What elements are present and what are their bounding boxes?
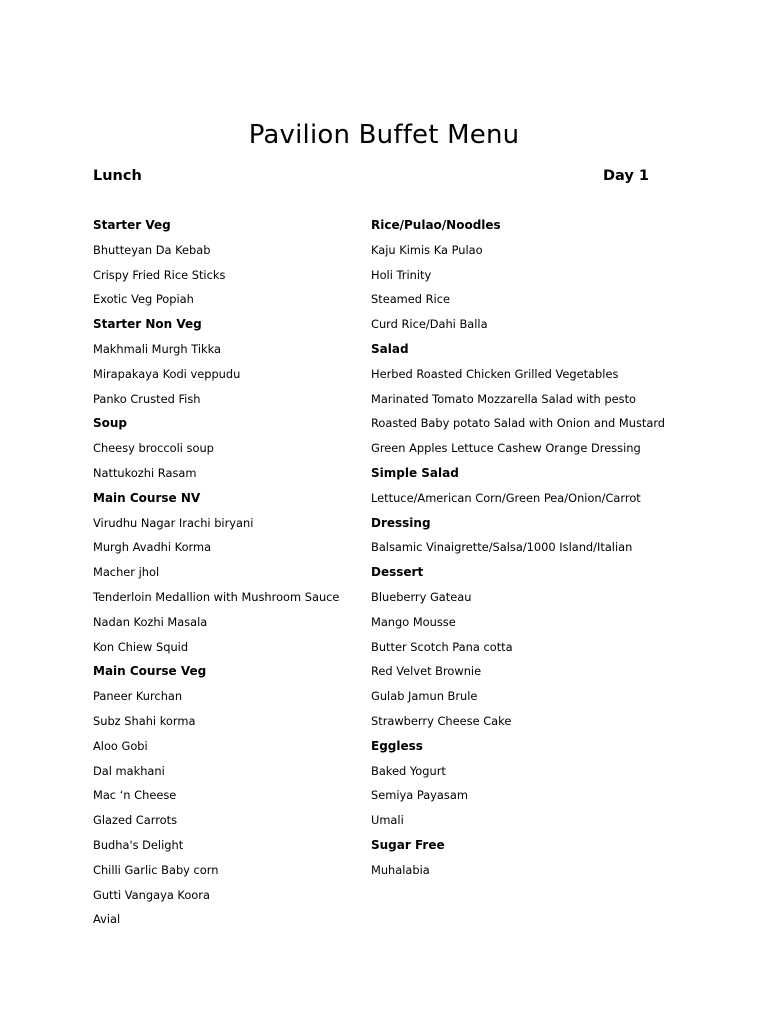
menu-item: Gulab Jamun Brule: [371, 689, 478, 704]
section-heading: Dressing: [371, 515, 431, 530]
menu-item: Panko Crusted Fish: [93, 391, 201, 406]
menu-item: Budha's Delight: [93, 837, 184, 852]
section-heading: Soup: [93, 416, 128, 431]
menu-item: Butter Scotch Pana cotta: [371, 639, 513, 654]
menu-item: Roasted Baby potato Salad with Onion and Mustard: [371, 416, 666, 431]
menu-item: Holi Trinity: [371, 267, 432, 282]
section-heading: Salad: [371, 341, 409, 356]
section-heading: Starter Veg: [93, 218, 171, 232]
menu-item: Semiya Payasam: [371, 788, 468, 803]
menu-item: Baked Yogurt: [371, 763, 446, 778]
menu-item: Curd Rice/Dahi Balla: [371, 317, 488, 332]
menu-item: Lettuce/American Corn/Green Pea/Onion/Carrot: [371, 490, 641, 505]
menu-item: Bhutteyan Da Kebab: [93, 242, 211, 257]
menu-item: Mango Mousse: [371, 614, 456, 629]
page-title: Pavilion Buffet Menu: [248, 120, 520, 150]
menu-item: Umali: [371, 813, 404, 828]
menu-item: Exotic Veg Popiah: [93, 292, 194, 307]
menu-item: Steamed Rice: [371, 292, 450, 307]
meal-label: Lunch: [93, 168, 142, 184]
menu-item: Macher jhol: [93, 565, 160, 580]
menu-item: Marinated Tomato Mozzarella Salad with pesto: [371, 391, 637, 406]
day-label: Day 1: [603, 168, 649, 184]
menu-item: Makhmali Murgh Tikka: [93, 341, 221, 356]
section-heading: Dessert: [371, 565, 424, 580]
menu-item: Blueberry Gateau: [371, 589, 472, 604]
menu-item: Mac ‘n Cheese: [93, 788, 177, 803]
menu-item: Crispy Fried Rice Sticks: [93, 267, 226, 282]
menu-item: Strawberry Cheese Cake: [371, 713, 512, 728]
menu-item: Avial: [93, 912, 121, 927]
section-heading: Rice/Pulao/Noodles: [371, 218, 501, 232]
menu-item: Nadan Kozhi Masala: [93, 614, 208, 629]
menu-item: Glazed Carrots: [93, 813, 178, 828]
section-heading: Starter Non Veg: [93, 317, 202, 332]
menu-item: Herbed Roasted Chicken Grilled Vegetables: [371, 366, 619, 381]
menu-item: Paneer Kurchan: [93, 689, 183, 704]
menu-item: Dal makhani: [93, 763, 165, 778]
section-heading: Sugar Free: [371, 837, 445, 852]
menu-item: Muhalabia: [371, 862, 430, 877]
menu-item: Green Apples Lettuce Cashew Orange Dressing: [371, 441, 641, 456]
menu-item: Mirapakaya Kodi veppudu: [93, 366, 241, 381]
menu-item: Kaju Kimis Ka Pulao: [371, 242, 483, 257]
section-heading: Main Course Veg: [93, 664, 207, 679]
menu-item: Chilli Garlic Baby corn: [93, 862, 219, 877]
section-heading: Simple Salad: [371, 465, 459, 480]
menu-item: Kon Chiew Squid: [93, 639, 189, 654]
menu-item: Nattukozhi Rasam: [93, 465, 197, 480]
menu-column-left: [93, 213, 393, 932]
menu-item: Balsamic Vinaigrette/Salsa/1000 Island/Italian: [371, 540, 633, 555]
section-heading: Eggless: [371, 738, 423, 753]
menu-item: Cheesy broccoli soup: [93, 441, 214, 456]
menu-item: Murgh Avadhi Korma: [93, 540, 212, 555]
menu-item: Red Velvet Brownie: [371, 664, 482, 679]
menu-item: Tenderloin Medallion with Mushroom Sauce: [93, 589, 340, 604]
menu-item: Aloo Gobi: [93, 738, 148, 753]
section-heading: Main Course NV: [93, 490, 201, 505]
menu-item: Gutti Vangaya Koora: [93, 887, 210, 902]
menu-column-right: [371, 213, 671, 883]
menu-item: Virudhu Nagar Irachi biryani: [93, 515, 254, 530]
menu-item: Subz Shahi korma: [93, 713, 196, 728]
